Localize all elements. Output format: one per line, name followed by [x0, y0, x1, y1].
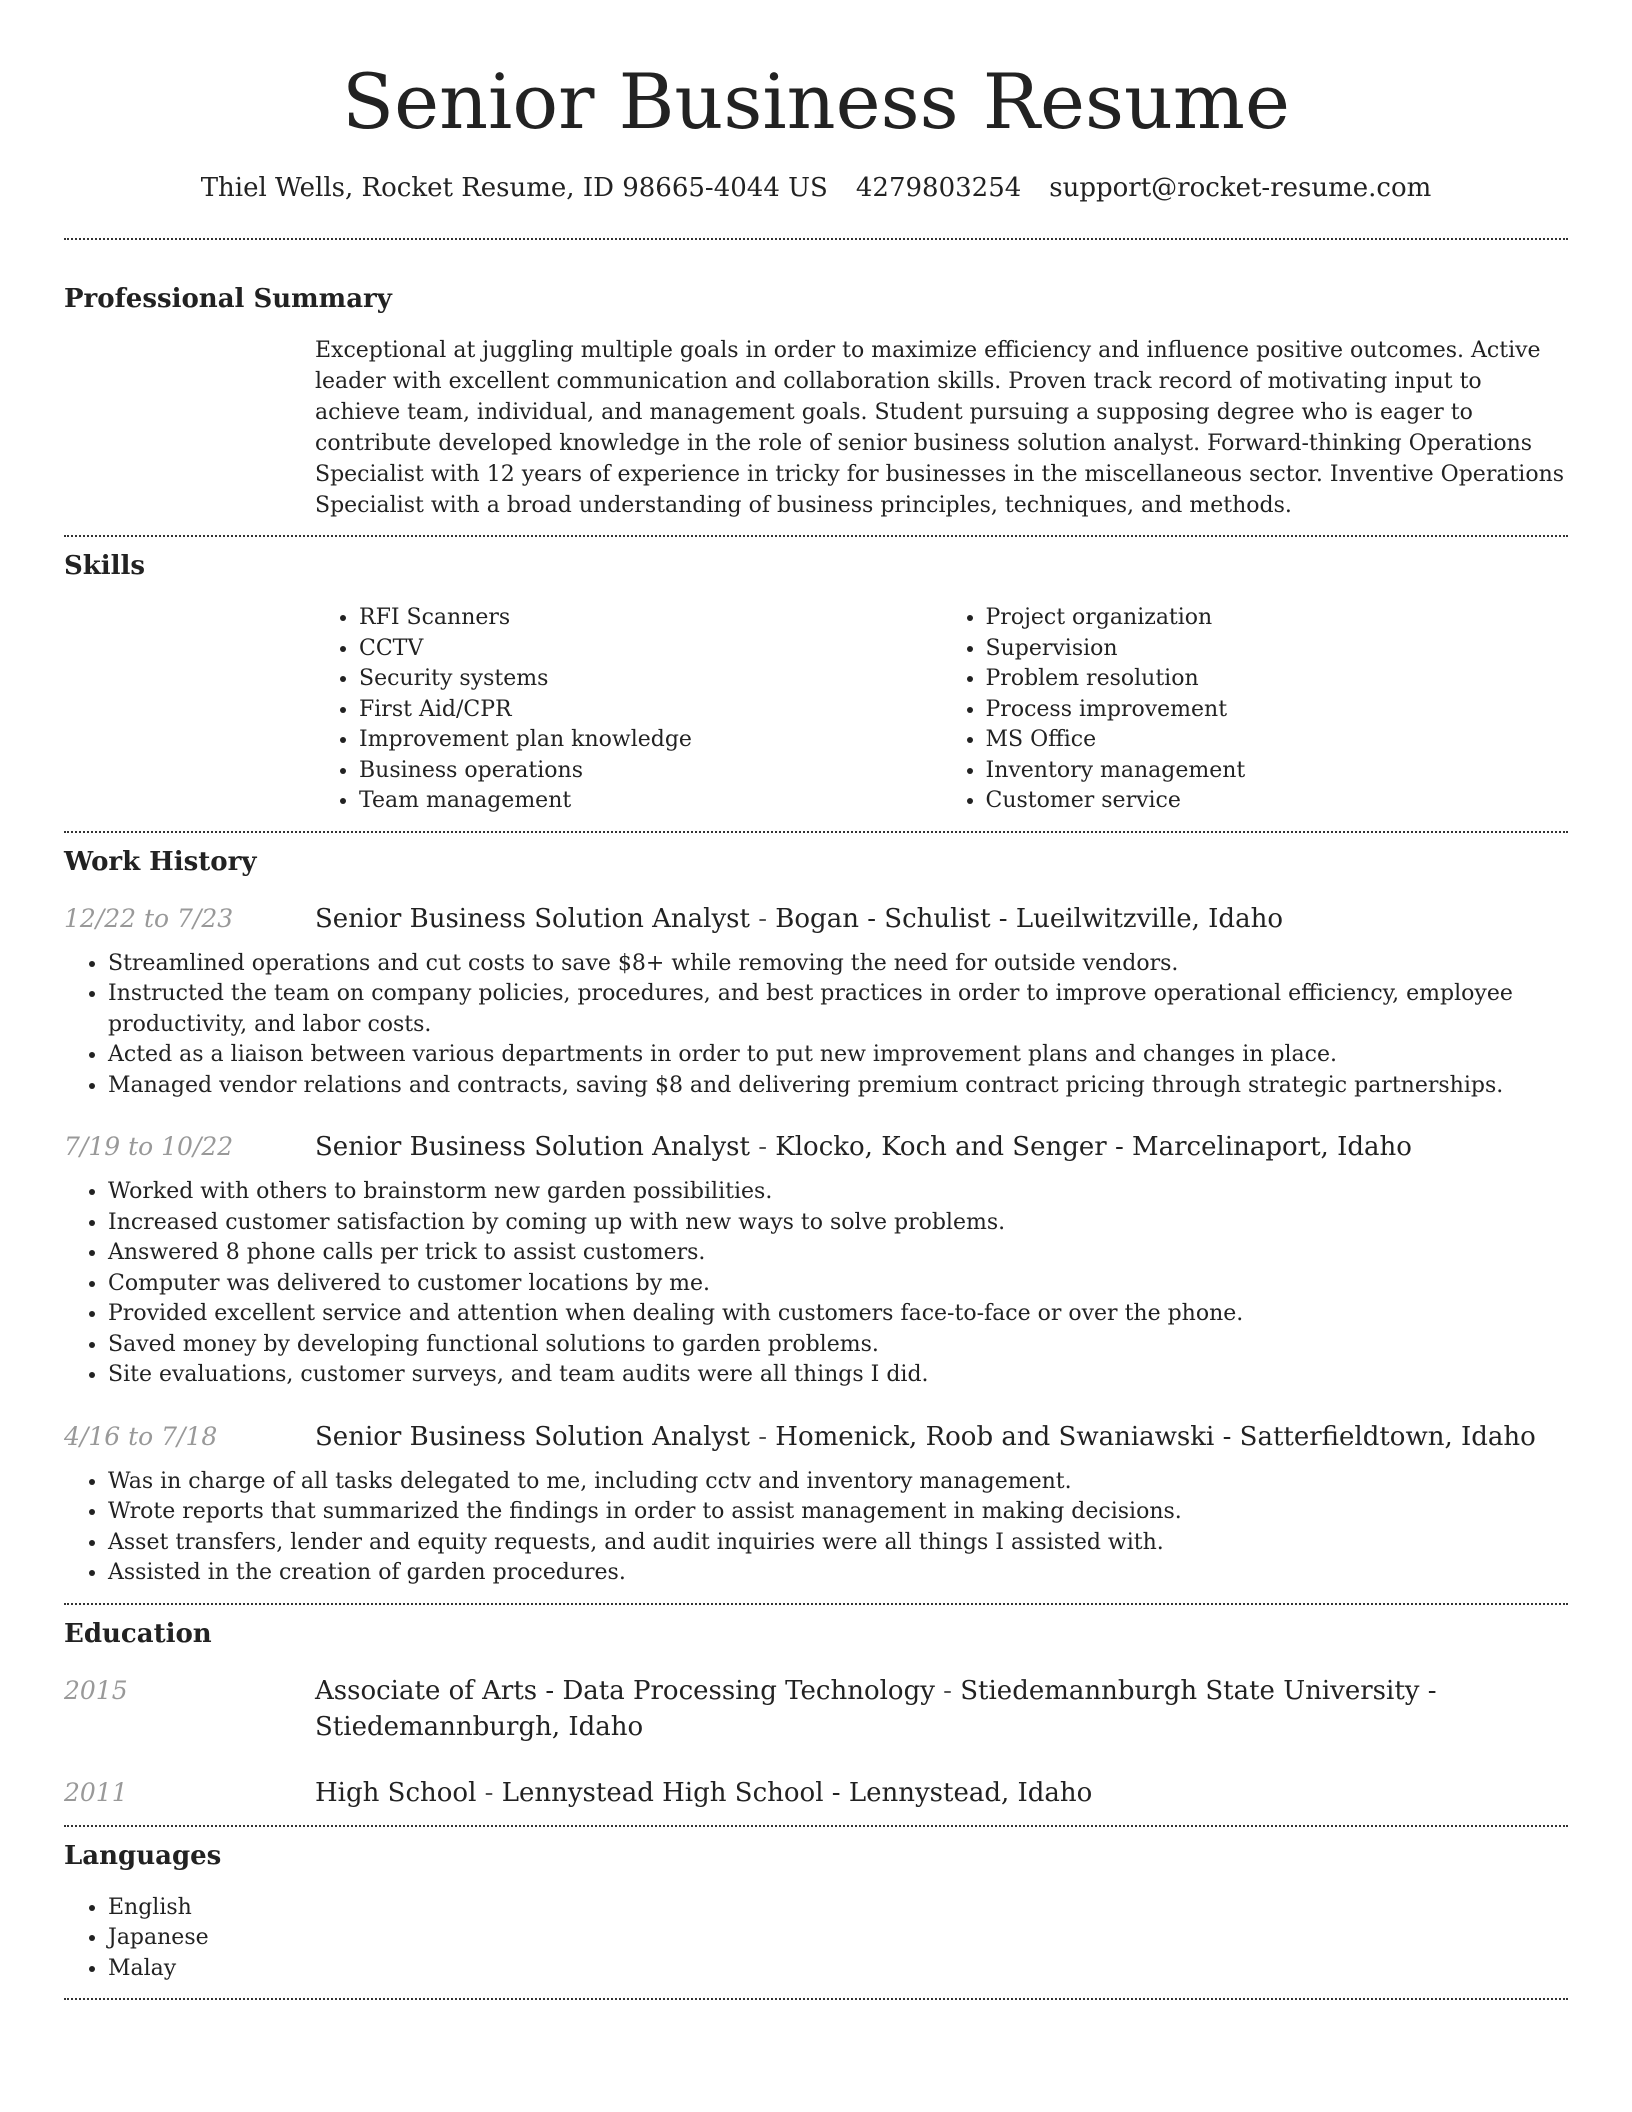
job-separator: -: [749, 1132, 776, 1162]
job-heading: [315, 1419, 1536, 1455]
skill-item: • Inventory management: [986, 756, 1569, 787]
job-date: 4/16 to 7/18: [64, 1421, 218, 1451]
contact-line: [64, 170, 1568, 206]
job-entry: [64, 901, 1568, 1102]
section-title-education: Education: [64, 1618, 212, 1649]
contact-phone[interactable]: 4279803254: [855, 173, 1022, 203]
skill-item: • RFI Scanners: [359, 603, 942, 634]
education-heading: [315, 1775, 1092, 1811]
education-degree: Associate of Arts - Data Processing Technology: [315, 1675, 935, 1706]
skills-grid: [315, 603, 1568, 817]
job-bullet: • Streamlined operations and cut costs to save $8+ while removing the need for outside vendors.: [108, 949, 1568, 980]
job-role: Senior Business Solution Analyst: [315, 1421, 750, 1452]
resume-title: Senior Business Resume: [342, 57, 1290, 146]
job-bullet: • Managed vendor relations and contracts, saving $8 and delivering premium contract pricing through strategic partnerships.: [108, 1071, 1568, 1102]
divider: [64, 1998, 1568, 2000]
education-entry: [64, 1673, 1568, 1745]
job-entry: [64, 1129, 1568, 1391]
education-heading: [315, 1673, 1568, 1745]
skill-item: • CCTV: [359, 634, 942, 665]
job-role: Senior Business Solution Analyst: [315, 903, 750, 934]
job-bullet: • Worked with others to brainstorm new garden possibilities.: [108, 1177, 1568, 1208]
contact-address: Thiel Wells, Rocket Resume, ID 98665-4044 US: [200, 173, 828, 203]
job-bullets: [64, 949, 1568, 1102]
education-school: Lennystead High School - Lennystead, Idaho: [501, 1777, 1093, 1808]
job-role: Senior Business Solution Analyst: [315, 1132, 750, 1162]
skill-item: • Team management: [359, 786, 942, 817]
skill-item: • Project organization: [986, 603, 1569, 634]
education-separator: -: [476, 1777, 502, 1808]
job-company: Bogan - Schulist - Lueilwitzville, Idaho: [775, 903, 1283, 934]
skill-item: • Customer service: [986, 786, 1569, 817]
job-separator: -: [749, 1421, 776, 1452]
job-separator: -: [749, 903, 776, 934]
language-item: • Japanese: [108, 1923, 1568, 1954]
summary-text: Exceptional at juggling multiple goals in order to maximize efficiency and influence positive outcomes. Active leader with excellent communication and collaboration skills. Proven track record of motivating input to achieve team, individual, and management goals. Student pursuing a supposing degree who is eager to contribute developed knowledge in the role of senior business solution analyst. Forward-thinking Operations Specialist with 12 years of experience in tricky for businesses in the miscellaneous sector. Inventive Operations Specialist with a broad understanding of business principles, techniques, and methods.: [315, 338, 1565, 518]
job-bullet: • Instructed the team on company policies, procedures, and best practices in order to improve operational efficiency, employee productivity, and labor costs.: [108, 979, 1568, 1040]
skills-list-right: [942, 603, 1569, 817]
job-heading: [315, 1129, 1412, 1165]
job-bullet: • Was in charge of all tasks delegated to me, including cctv and inventory management.: [108, 1467, 1568, 1498]
skills-list-left: [315, 603, 942, 817]
skill-item: • Supervision: [986, 634, 1569, 665]
skill-item: • Security systems: [359, 664, 942, 695]
skill-item: • Process improvement: [986, 695, 1569, 726]
job-bullet: • Provided excellent service and attention when dealing with customers face-to-face or over the phone.: [108, 1299, 1568, 1330]
education-school: Stiedemannburgh State University - Stiedemannburgh, Idaho: [315, 1675, 1437, 1742]
job-bullet: • Site evaluations, customer surveys, and team audits were all things I did.: [108, 1360, 1568, 1391]
skill-item: • First Aid/CPR: [359, 695, 942, 726]
job-bullet: • Wrote reports that summarized the findings in order to assist management in making decisions.: [108, 1497, 1568, 1528]
education-entry: [64, 1775, 1568, 1811]
job-company: Homenick, Roob and Swaniawski - Satterfieldtown, Idaho: [775, 1421, 1536, 1452]
skill-item: • Problem resolution: [986, 664, 1569, 695]
section-title-languages: Languages: [64, 1840, 222, 1871]
section-skills: [64, 537, 1568, 817]
section-work-history: [64, 833, 1568, 1589]
education-date: 2011: [64, 1777, 128, 1807]
language-item: • Malay: [108, 1954, 1568, 1985]
job-bullets: [64, 1177, 1568, 1391]
language-item: • English: [108, 1893, 1568, 1924]
job-bullets: [64, 1467, 1568, 1589]
skill-item: • Improvement plan knowledge: [359, 725, 942, 756]
job-entry: [64, 1419, 1568, 1589]
job-bullet: • Acted as a liaison between various departments in order to put new improvement plans and changes in place.: [108, 1040, 1568, 1071]
job-company: Klocko, Koch and Senger - Marcelinaport, Idaho: [775, 1132, 1412, 1162]
job-bullet: • Asset transfers, lender and equity requests, and audit inquiries were all things I assisted with.: [108, 1528, 1568, 1559]
education-date: 2015: [64, 1675, 128, 1705]
job-bullet: • Increased customer satisfaction by coming up with new ways to solve problems.: [108, 1208, 1568, 1239]
section-title-work: Work History: [64, 846, 257, 877]
section-title-skills: Skills: [64, 551, 146, 581]
job-bullet: • Answered 8 phone calls per trick to assist customers.: [108, 1238, 1568, 1269]
languages-list: [64, 1893, 1568, 1985]
job-bullet: • Computer was delivered to customer locations by me.: [108, 1269, 1568, 1300]
section-title-summary: Professional Summary: [64, 284, 392, 314]
job-date: 12/22 to 7/23: [64, 903, 234, 933]
skill-item: • Business operations: [359, 756, 942, 787]
section-education: [64, 1605, 1568, 1811]
job-heading: [315, 901, 1283, 937]
contact-email[interactable]: support@rocket-resume.com: [1049, 173, 1432, 203]
job-bullet: • Assisted in the creation of garden procedures.: [108, 1558, 1568, 1589]
job-date: 7/19 to 10/22: [64, 1132, 234, 1161]
skill-item: • MS Office: [986, 725, 1569, 756]
education-separator: -: [934, 1675, 961, 1706]
education-degree: High School: [315, 1777, 477, 1808]
section-professional-summary: [64, 240, 1568, 521]
job-bullet: • Saved money by developing functional solutions to garden problems.: [108, 1330, 1568, 1361]
section-languages: [64, 1827, 1568, 1985]
